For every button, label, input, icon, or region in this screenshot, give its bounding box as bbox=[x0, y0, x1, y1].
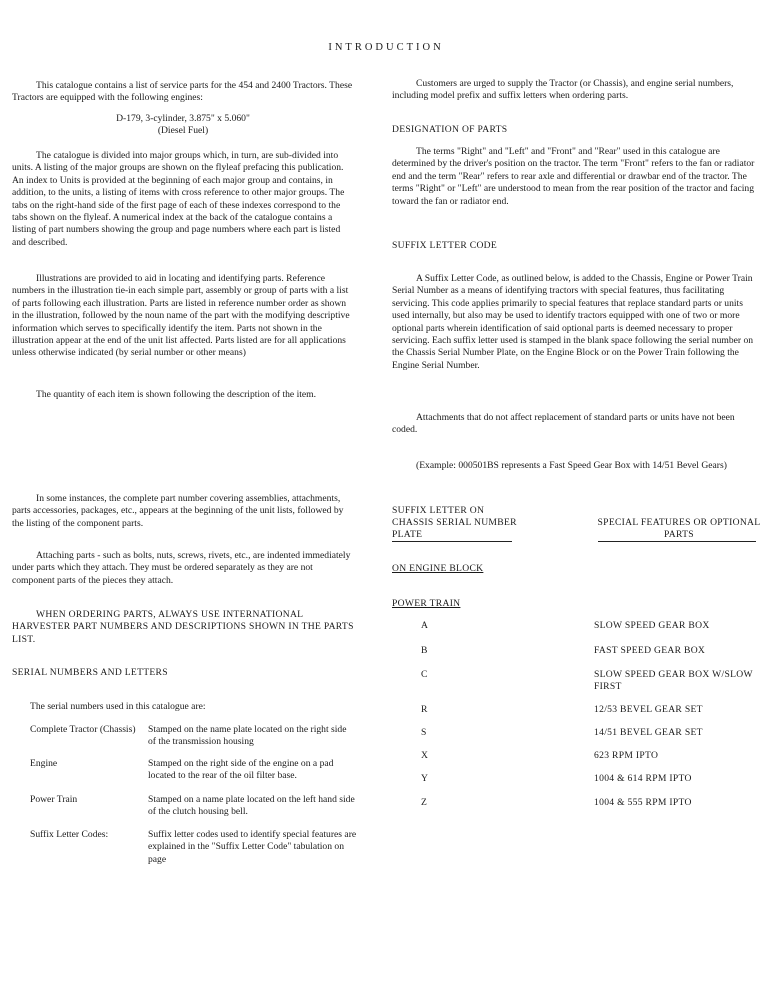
table-row-feature: SLOW SPEED GEAR BOX bbox=[594, 620, 710, 631]
serial-label-tractor: Complete Tractor (Chassis) bbox=[30, 724, 136, 735]
table-row-feature: SLOW SPEED GEAR BOX W/SLOW FIRST bbox=[594, 669, 753, 693]
table-row-feature: 14/51 BEVEL GEAR SET bbox=[594, 727, 703, 738]
serial-label-suffix: Suffix Letter Codes: bbox=[30, 829, 109, 840]
example-paragraph: (Example: 000501BS represents a Fast Speed Gear Box with 14/51 Bevel Gears) bbox=[416, 460, 727, 471]
quantity-paragraph: The quantity of each item is shown following the description of the item. bbox=[36, 389, 317, 400]
table-row-code: R bbox=[421, 704, 428, 715]
designation-paragraph: The terms "Right" and "Left" and "Front" and "Rear" used in this catalogue are determined by the driver's position on the tractor. The term "Front" refers to the fan or radiator end and the term "Rear" refers to rear axle and differential or drawbar end of the tractor. The terms "Right" or "Left" are understood to mean from the rear position of the tractor and facing toward the fan or radiator end. bbox=[392, 146, 755, 207]
ordering-notice: WHEN ORDERING PARTS, ALWAYS USE INTERNATIONAL HARVESTER PART NUMBERS AND DESCRIPTIONS SHOWN IN THE PARTS LIST. bbox=[12, 609, 354, 645]
table-col1-header-line1: SUFFIX LETTER ON bbox=[392, 505, 485, 516]
serial-desc-engine: Stamped on the right side of the engine on a pad located to the rear of the oil filter base. bbox=[148, 758, 334, 782]
designation-heading: DESIGNATION OF PARTS bbox=[392, 124, 508, 135]
serial-desc-suffix: Suffix letter codes used to identify special features are explained in the "Suffix Letter Code" tabulation on page bbox=[148, 829, 357, 865]
table-col1-header-line2: CHASSIS SERIAL NUMBER bbox=[392, 517, 517, 528]
table-col2-header-line2: PARTS bbox=[664, 529, 694, 540]
table-col1-underline bbox=[392, 541, 512, 542]
table-col2-underline bbox=[598, 541, 756, 542]
table-row-feature: 623 RPM IPTO bbox=[594, 750, 659, 761]
table-col1-header-line3: PLATE bbox=[392, 529, 423, 540]
table-row-code: C bbox=[421, 669, 428, 680]
table-row-feature: 12/53 BEVEL GEAR SET bbox=[594, 704, 703, 715]
table-row-code: Z bbox=[421, 797, 427, 808]
table-row-code: Y bbox=[421, 773, 428, 784]
customer-paragraph: Customers are urged to supply the Tractor (or Chassis), and engine serial numbers, including model prefix and suffix letters when ordering parts. bbox=[392, 78, 734, 102]
engine-block-label: ON ENGINE BLOCK bbox=[392, 563, 484, 574]
intro-paragraph: This catalogue contains a list of service parts for the 454 and 2400 Tractors. These Tractors are equipped with the following engines: bbox=[12, 80, 353, 104]
catalogue-structure-paragraph: The catalogue is divided into major groups which, in turn, are sub-divided into units. A listing of the major groups are shown on the flyleaf prefacing this publication. An index to Units is provided at the beginning of each major group and contains, in addition, to the units, a listing of items with cross reference to other major groups. The tabs on the right-hand side of the first page of each of these indexes correspond to the tabs shown on the flyleaf. A numerical index at the back of the catalogue contains a listing of part numbers showing the group and page numbers where each part is listed and described. bbox=[12, 150, 345, 248]
table-row-code: X bbox=[421, 750, 428, 761]
suffix-paragraph: A Suffix Letter Code, as outlined below, is added to the Chassis, Engine or Power Train Serial Number as a means of identifying tractors with special features, thus facilitating servicing. This code applies primarily to special features that replace standard parts or units used internally, but also may be used to identify tractors equipped with one of two or more optional parts wherein identification of said optional parts is deemed necessary to proper servicing. Each suffix letter used is stamped in the blank space following the serial number on the Chassis Serial Number Plate, on the Engine Block or on the Power Train following the Engine Serial Number. bbox=[392, 273, 754, 371]
engine-spec-line: D-179, 3-cylinder, 3.875" x 5.060" bbox=[116, 113, 250, 124]
serial-label-engine: Engine bbox=[30, 758, 58, 769]
table-row-feature: 1004 & 555 RPM IPTO bbox=[594, 797, 692, 808]
power-train-label: POWER TRAIN bbox=[392, 598, 461, 609]
attachments-paragraph: Attachments that do not affect replacement of standard parts or units have not been coded. bbox=[392, 412, 735, 436]
table-row-feature: 1004 & 614 RPM IPTO bbox=[594, 773, 692, 784]
serial-label-power-train: Power Train bbox=[30, 794, 78, 805]
serial-intro: The serial numbers used in this catalogue are: bbox=[30, 701, 206, 712]
illustrations-paragraph: Illustrations are provided to aid in locating and identifying parts. Reference numbers in the illustration tie-in each simple part, assembly or group of parts with a list of parts following each illustration. Parts are listed in reference number order as shown in the illustration, followed by the noun name of the part with the modifying descriptive information which serves to specifically identify the item. Parts not shown in the illustration appear at the end of the unit list affected. Parts listed are for all applications unless otherwise indicated (by serial number or other means) bbox=[12, 273, 350, 359]
table-row-feature: FAST SPEED GEAR BOX bbox=[594, 645, 706, 656]
serial-desc-power-train: Stamped on a name plate located on the left hand side of the clutch housing bell. bbox=[148, 794, 355, 818]
suffix-heading: SUFFIX LETTER CODE bbox=[392, 240, 498, 251]
table-row-code: S bbox=[421, 727, 427, 738]
serial-numbers-heading: SERIAL NUMBERS AND LETTERS bbox=[12, 667, 168, 678]
table-row-code: B bbox=[421, 645, 428, 656]
attaching-parts-paragraph: Attaching parts - such as bolts, nuts, screws, rivets, etc., are indented immediately under parts which they attach. They must be ordered separately as they are not component parts of the pieces they attach. bbox=[12, 550, 351, 586]
part-number-paragraph: In some instances, the complete part number covering assemblies, attachments, parts accessories, packages, etc., appears at the beginning of the unit lists, followed by the listing of the component parts. bbox=[12, 493, 344, 529]
engine-fuel-line: (Diesel Fuel) bbox=[157, 125, 209, 136]
serial-desc-tractor: Stamped on the name plate located on the right side of the transmission housing bbox=[148, 724, 347, 748]
table-row-code: A bbox=[421, 620, 428, 631]
table-col2-header-line1: SPECIAL FEATURES OR OPTIONAL bbox=[597, 517, 761, 528]
page-title: INTRODUCTION bbox=[328, 42, 444, 53]
